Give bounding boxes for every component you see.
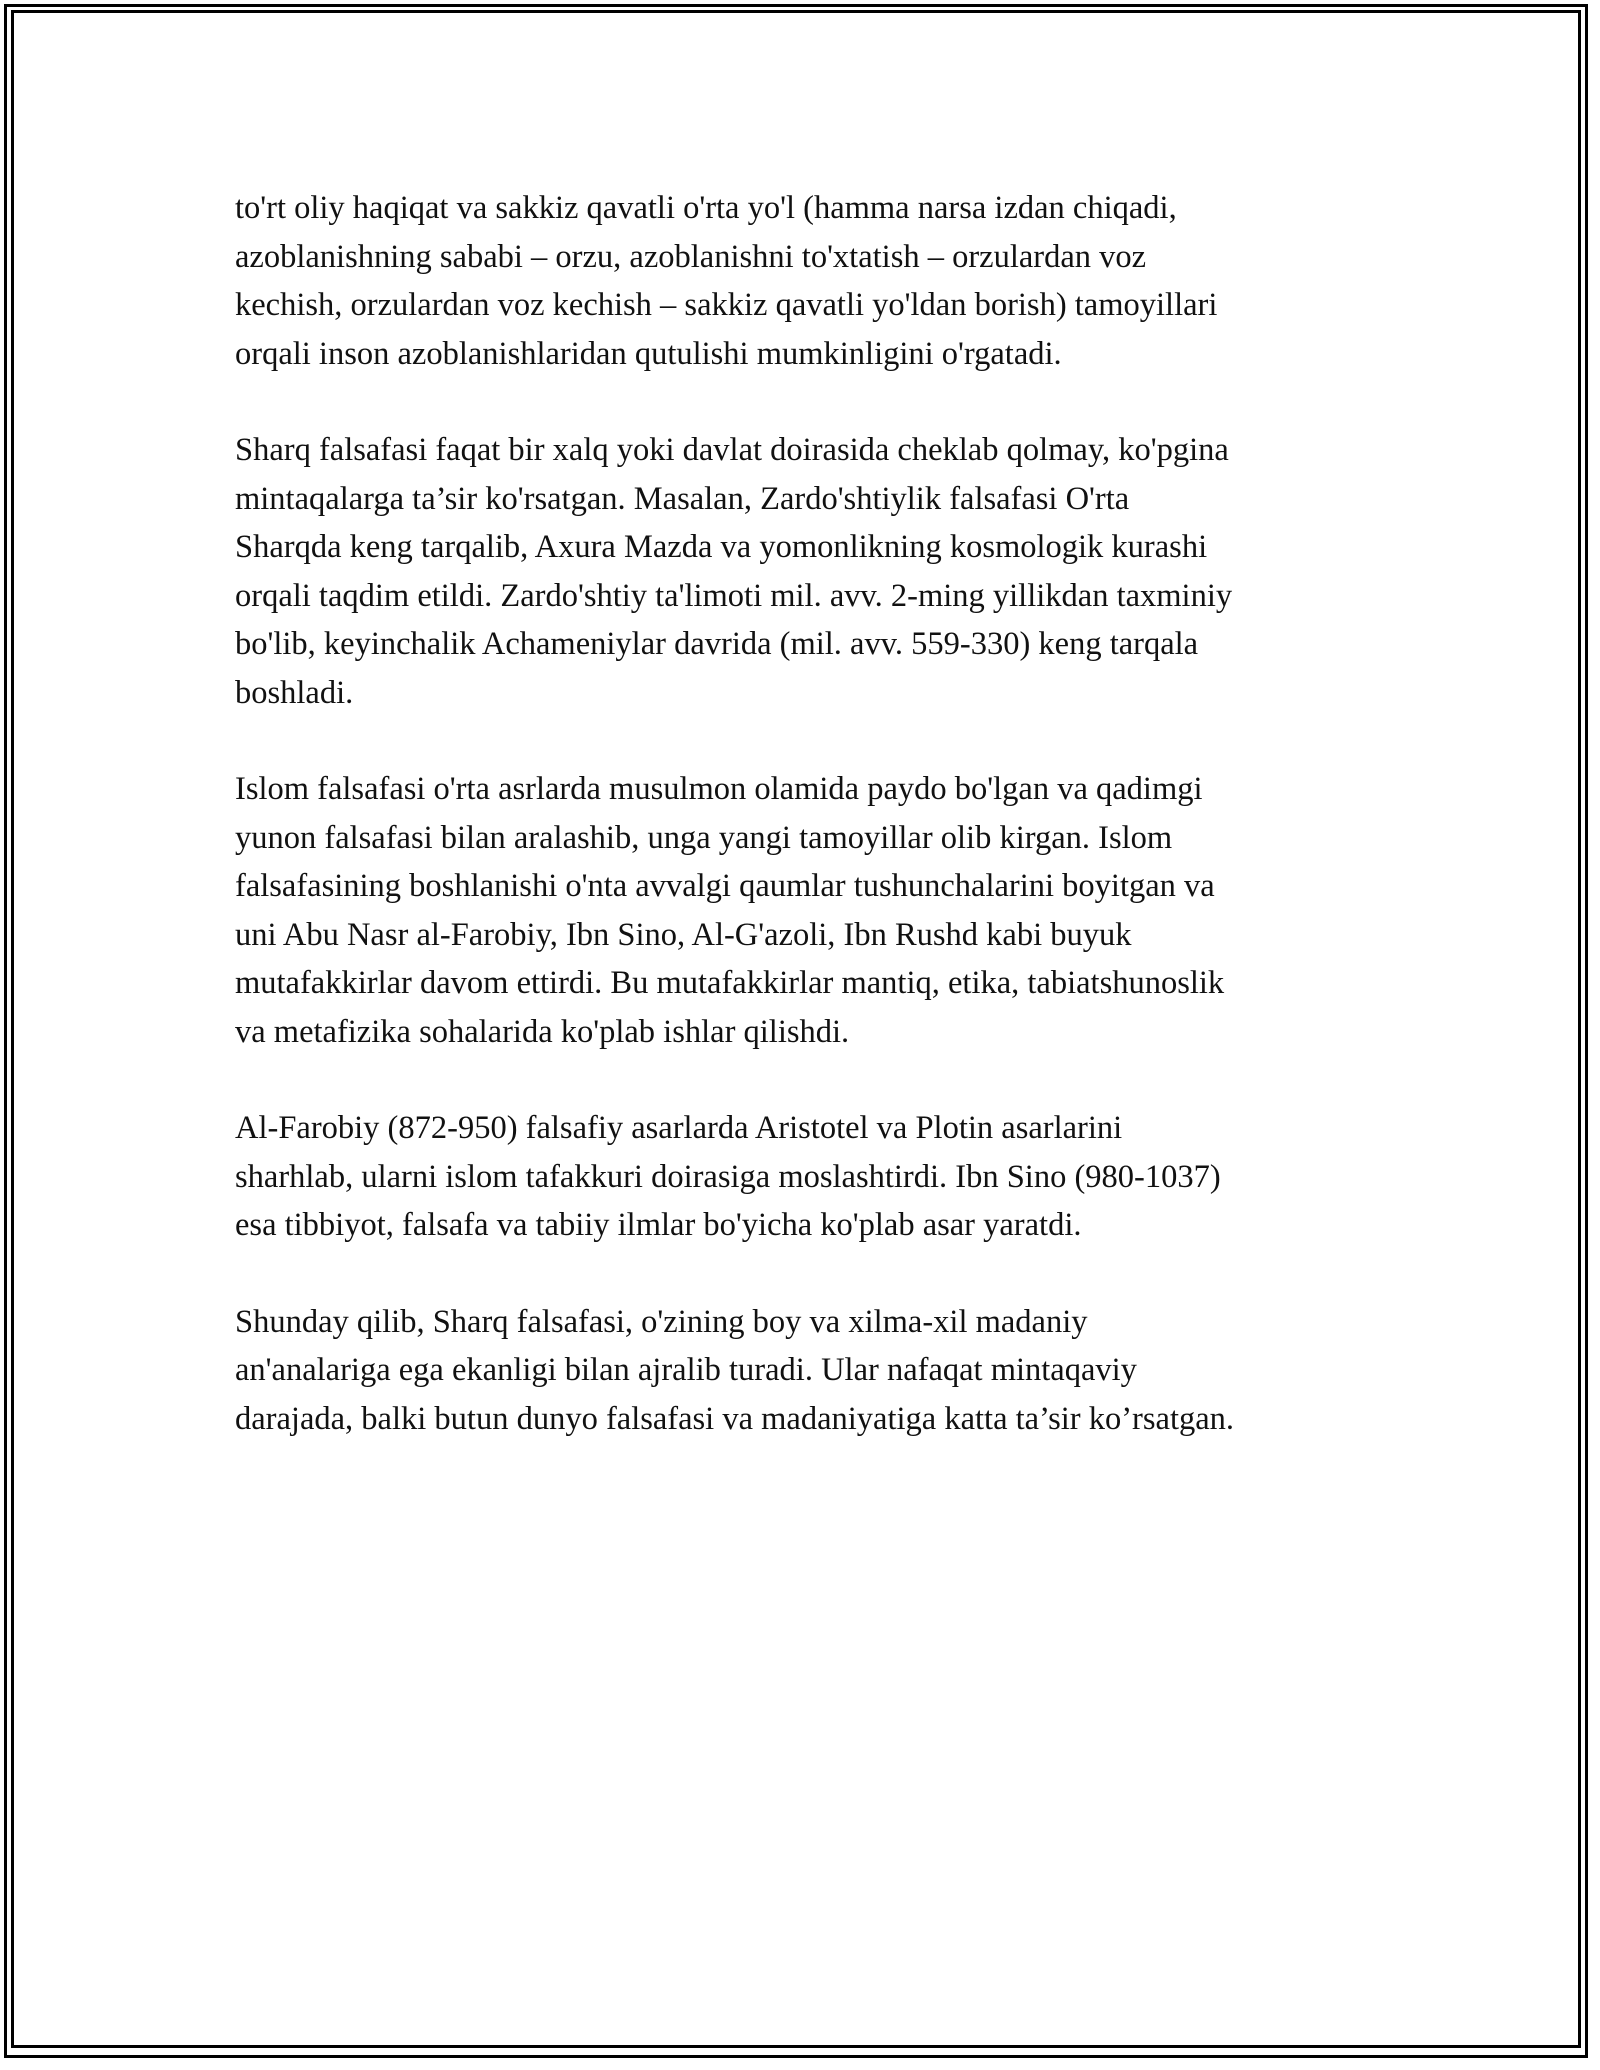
text-line: orqali taqdim etildi. Zardo'shtiy ta'limoti mil. avv. 2-ming yillikdan taxminiy xyxy=(235,577,1233,614)
document-body xyxy=(235,184,1375,1491)
text-line: Islom falsafasi o'rta asrlarda musulmon olamida paydo bo'lgan va qadimgi xyxy=(235,771,1203,807)
paragraph-3 xyxy=(235,765,1375,1056)
text-line: va metafizika sohalarida ko'plab ishlar qilishdi. xyxy=(235,1013,850,1050)
paragraph-1 xyxy=(235,184,1375,378)
text-line: to'rt oliy haqiqat va sakkiz qavatli o'rta yo'l (hamma narsa izdan chiqadi, xyxy=(235,190,1177,226)
text-line: mintaqalarga ta’sir ko'rsatgan. Masalan, Zardo'shtiylik falsafasi O'rta xyxy=(235,480,1130,517)
text-line: boshladi. xyxy=(235,674,354,711)
text-line: darajada, balki butun dunyo falsafasi va madaniyatiga katta ta’sir ko’rsatgan. xyxy=(235,1400,1235,1437)
text-line: azoblanishning sababi – orzu, azoblanishni to'xtatish – orzulardan voz xyxy=(235,238,1147,275)
text-line: Sharq falsafasi faqat bir xalq yoki davlat doirasida cheklab qolmay, ko'pgina xyxy=(235,432,1229,468)
text-line: Al-Farobiy (872-950) falsafiy asarlarda Aristotel va Plotin asarlarini xyxy=(235,1110,1123,1146)
text-line: an'analariga ega ekanligi bilan ajralib turadi. Ular nafaqat mintaqaviy xyxy=(235,1352,1137,1388)
paragraph-2 xyxy=(235,426,1375,717)
text-line: orqali inson azoblanishlaridan qutulishi mumkinligini o'rgatadi. xyxy=(235,335,1062,372)
text-line: Shunday qilib, Sharq falsafasi, o'zining boy va xilma-xil madaniy xyxy=(235,1303,1088,1340)
text-line: falsafasining boshlanishi o'nta avvalgi qaumlar tushunchalarini boyitgan va xyxy=(235,868,1215,904)
text-line: sharhlab, ularni islom tafakkuri doirasiga moslashtirdi. Ibn Sino (980-1037) xyxy=(235,1158,1221,1195)
text-line: mutafakkirlar davom ettirdi. Bu mutafakkirlar mantiq, etika, tabiatshunoslik xyxy=(235,965,1225,1001)
text-line: esa tibbiyot, falsafa va tabiiy ilmlar bo'yicha ko'plab asar yaratdi. xyxy=(235,1207,1082,1243)
text-line: uni Abu Nasr al-Farobiy, Ibn Sino, Al-G'azoli, Ibn Rushd kabi buyuk xyxy=(235,916,1132,953)
text-line: kechish, orzulardan voz kechish – sakkiz qavatli yo'ldan borish) tamoyillari xyxy=(235,287,1218,323)
text-line: Sharqda keng tarqalib, Axura Mazda va yomonlikning kosmologik kurashi xyxy=(235,529,1208,565)
text-line: yunon falsafasi bilan aralashib, unga yangi tamoyillar olib kirgan. Islom xyxy=(235,819,1173,856)
text-line: bo'lib, keyinchalik Achameniylar davrida (mil. avv. 559-330) keng tarqala xyxy=(235,626,1199,662)
paragraph-5 xyxy=(235,1298,1375,1444)
paragraph-4 xyxy=(235,1104,1375,1250)
